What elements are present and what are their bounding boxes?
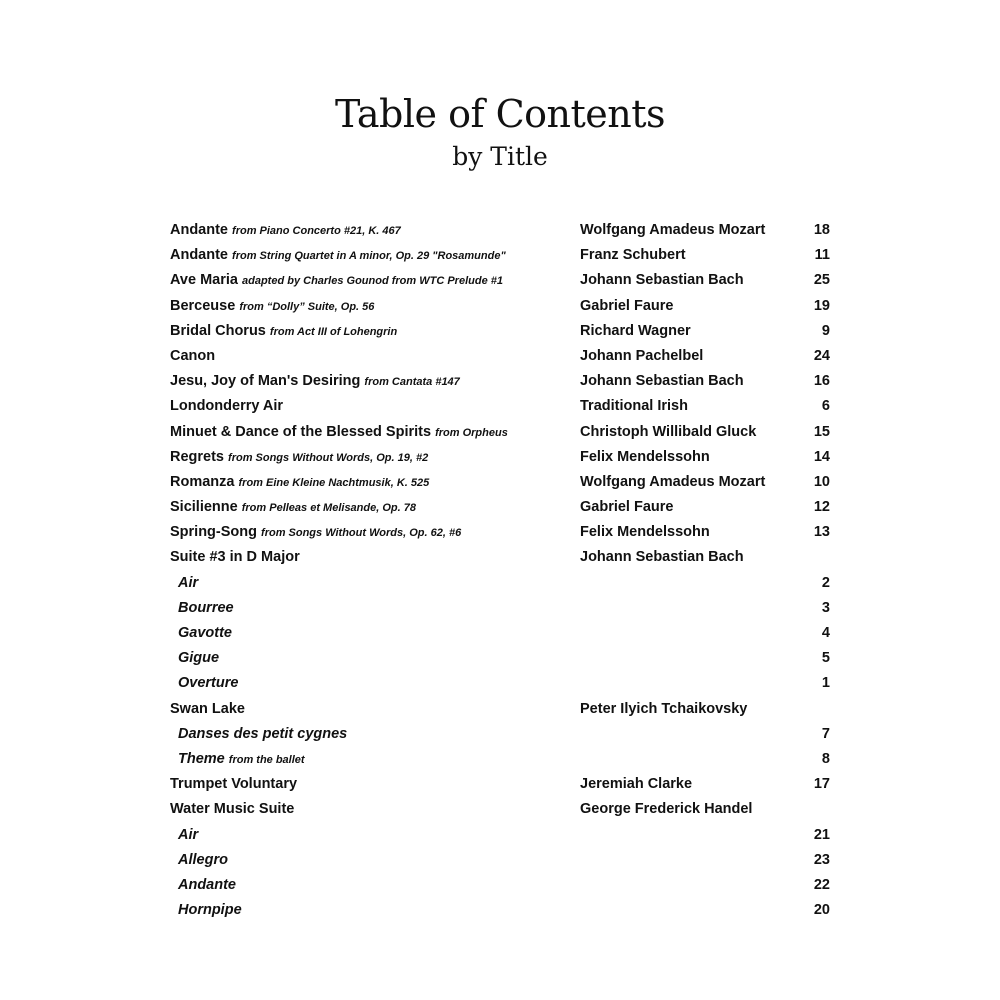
entry-title: Bridal Chorus <box>170 322 266 339</box>
entry-composer: Richard Wagner <box>580 322 691 339</box>
entry-page-number: 13 <box>813 524 830 541</box>
entry-title: Canon <box>170 347 216 364</box>
entry-title-cell <box>178 671 238 696</box>
entry-title-cell <box>170 218 401 244</box>
entry-title-cell <box>170 344 215 369</box>
toc-entry <box>0 797 1000 822</box>
entry-page-number: 3 <box>821 599 830 616</box>
entry-title-cell <box>170 243 506 269</box>
entry-page-number: 20 <box>813 902 830 919</box>
entry-note: from Pelleas et Melisande, Op. 78 <box>241 502 416 515</box>
toc-entry <box>0 520 1000 545</box>
entry-page-number: 23 <box>813 851 830 868</box>
entry-title-cell <box>170 445 428 471</box>
toc-subentry <box>0 848 1000 873</box>
toc-subentry <box>0 621 1000 646</box>
entry-title: Jesu, Joy of Man's Desiring <box>170 373 361 390</box>
page-subtitle: by Title <box>452 142 548 171</box>
entry-title: Spring-Song <box>170 524 257 541</box>
toc-entry <box>0 495 1000 520</box>
entry-title-cell <box>178 646 219 671</box>
toc-entry <box>0 268 1000 293</box>
entry-composer: Franz Schubert <box>580 247 686 264</box>
entry-title: Minuet & Dance of the Blessed Spirits <box>170 423 432 440</box>
entry-note: from Act III of Lohengrin <box>269 325 398 338</box>
entry-note: from Cantata #147 <box>364 376 460 389</box>
toc-subentry <box>0 571 1000 596</box>
entry-page-number: 19 <box>813 297 830 314</box>
entry-title-cell <box>178 722 347 747</box>
entry-title: Londonderry Air <box>170 398 284 415</box>
entry-title: Gavotte <box>178 625 232 641</box>
toc-entry <box>0 394 1000 419</box>
entry-note: from Songs Without Words, Op. 62, #6 <box>261 527 462 540</box>
toc-entry <box>0 369 1000 394</box>
toc-entry <box>0 294 1000 319</box>
entry-page-number: 12 <box>813 499 830 516</box>
entry-composer: Christoph Willibald Gluck <box>580 423 757 440</box>
entry-note: from String Quartet in A minor, Op. 29 "Rosamunde" <box>232 250 506 263</box>
entry-page-number: 6 <box>821 398 830 415</box>
entry-title-cell <box>178 823 198 848</box>
entry-title: Trumpet Voluntary <box>170 776 298 793</box>
entry-composer: Gabriel Faure <box>580 297 674 314</box>
toc-subentry <box>0 671 1000 696</box>
entry-composer: Jeremiah Clarke <box>580 776 693 793</box>
entry-page-number: 24 <box>813 347 830 364</box>
entry-title-cell <box>170 319 397 345</box>
entry-composer: Gabriel Faure <box>580 499 674 516</box>
entry-title-cell <box>178 621 232 646</box>
entry-page-number: 22 <box>813 876 830 893</box>
entry-title: Suite #3 in D Major <box>170 549 300 566</box>
entry-title: Air <box>178 826 199 843</box>
entry-title: Air <box>178 574 199 591</box>
toc-entry <box>0 344 1000 369</box>
entry-note: from Eine Kleine Nachtmusik, K. 525 <box>238 476 430 489</box>
toc-subentry <box>0 873 1000 898</box>
entry-composer: Wolfgang Amadeus Mozart <box>580 222 766 238</box>
page-title: Table of Contents <box>334 92 666 136</box>
entry-title-cell <box>170 369 460 395</box>
entry-page-number: 15 <box>813 423 830 440</box>
entry-page-number: 11 <box>814 247 830 264</box>
entry-page-number: 14 <box>813 448 830 465</box>
entry-composer: Johann Sebastian Bach <box>580 373 744 390</box>
entry-title-cell <box>170 772 297 797</box>
entry-title: Gigue <box>178 650 220 667</box>
entry-page-number: 17 <box>813 776 830 793</box>
entry-title-cell <box>170 697 245 722</box>
entry-page-number: 10 <box>813 473 830 490</box>
entry-title-cell <box>178 848 228 873</box>
entry-page-number: 18 <box>813 222 830 238</box>
toc-entry <box>0 319 1000 344</box>
toc-subentry <box>0 747 1000 772</box>
entry-note: from Songs Without Words, Op. 19, #2 <box>228 451 429 464</box>
entry-title-cell <box>170 394 283 419</box>
entry-composer: Felix Mendelssohn <box>580 448 710 465</box>
entry-page-number: 8 <box>821 750 830 767</box>
toc-entry <box>0 545 1000 570</box>
entry-title-cell <box>170 268 503 294</box>
toc-entry <box>0 218 1000 243</box>
toc-entry <box>0 470 1000 495</box>
entry-note: from Piano Concerto #21, K. 467 <box>232 225 401 237</box>
entry-title: Overture <box>178 675 239 692</box>
entry-title: Bourree <box>178 599 234 616</box>
entry-title: Water Music Suite <box>170 801 295 818</box>
entry-composer: Felix Mendelssohn <box>580 524 710 541</box>
entry-page-number: 9 <box>821 322 830 339</box>
entry-title: Theme <box>178 750 225 767</box>
toc-subentry <box>0 646 1000 671</box>
entry-title-cell <box>178 898 242 923</box>
toc-list <box>0 218 1000 923</box>
entry-composer: Wolfgang Amadeus Mozart <box>580 473 766 490</box>
entry-title-cell <box>170 520 461 546</box>
entry-title: Sicilienne <box>170 499 238 516</box>
entry-title-cell <box>178 571 198 596</box>
entry-title: Andante <box>170 247 228 264</box>
entry-title-cell <box>170 420 508 446</box>
entry-title-cell <box>178 747 305 773</box>
entry-title: Andante <box>170 222 228 238</box>
entry-title: Ave Maria <box>170 272 238 289</box>
entry-page-number: 5 <box>821 650 830 667</box>
entry-composer: George Frederick Handel <box>580 801 753 818</box>
entry-page-number: 1 <box>821 675 830 692</box>
entry-title: Romanza <box>170 473 235 490</box>
entry-page-number: 16 <box>813 373 830 390</box>
entry-title: Berceuse <box>170 297 236 314</box>
toc-subentry <box>0 722 1000 747</box>
entry-title-cell <box>170 545 300 570</box>
toc-subentry <box>0 596 1000 621</box>
entry-page-number: 7 <box>821 725 830 742</box>
entry-title-cell <box>178 596 234 621</box>
toc-subentry <box>0 823 1000 848</box>
entry-title: Danses des petit cygnes <box>178 725 348 742</box>
entry-title: Regrets <box>170 448 224 465</box>
entry-composer: Traditional Irish <box>580 398 688 415</box>
toc-entry <box>0 697 1000 722</box>
entry-title: Swan Lake <box>170 700 245 717</box>
toc-subentry <box>0 898 1000 923</box>
toc-entry <box>0 243 1000 268</box>
entry-title-cell <box>170 470 429 496</box>
entry-note: adapted by Charles Gounod from WTC Prelude #1 <box>242 275 503 288</box>
entry-composer: Johann Sebastian Bach <box>580 549 744 566</box>
entry-page-number: 21 <box>813 826 830 843</box>
entry-page-number: 2 <box>821 574 830 591</box>
entry-note: from the ballet <box>228 753 305 766</box>
entry-title: Allegro <box>178 851 228 868</box>
entry-page-number: 25 <box>813 272 830 289</box>
toc-entry <box>0 772 1000 797</box>
entry-note: from “Dolly” Suite, Op. 56 <box>239 300 375 313</box>
entry-page-number: 4 <box>821 625 830 641</box>
entry-title-cell <box>178 873 236 898</box>
entry-title-cell <box>170 294 374 320</box>
entry-title: Andante <box>178 876 236 893</box>
entry-title-cell <box>170 797 294 822</box>
entry-composer: Peter Ilyich Tchaikovsky <box>580 700 748 717</box>
toc-entry <box>0 420 1000 445</box>
entry-title-cell <box>170 495 416 521</box>
toc-entry <box>0 445 1000 470</box>
entry-composer: Johann Sebastian Bach <box>580 272 744 289</box>
entry-composer: Johann Pachelbel <box>580 347 704 364</box>
entry-note: from Orpheus <box>435 426 508 439</box>
entry-title: Hornpipe <box>178 902 242 919</box>
